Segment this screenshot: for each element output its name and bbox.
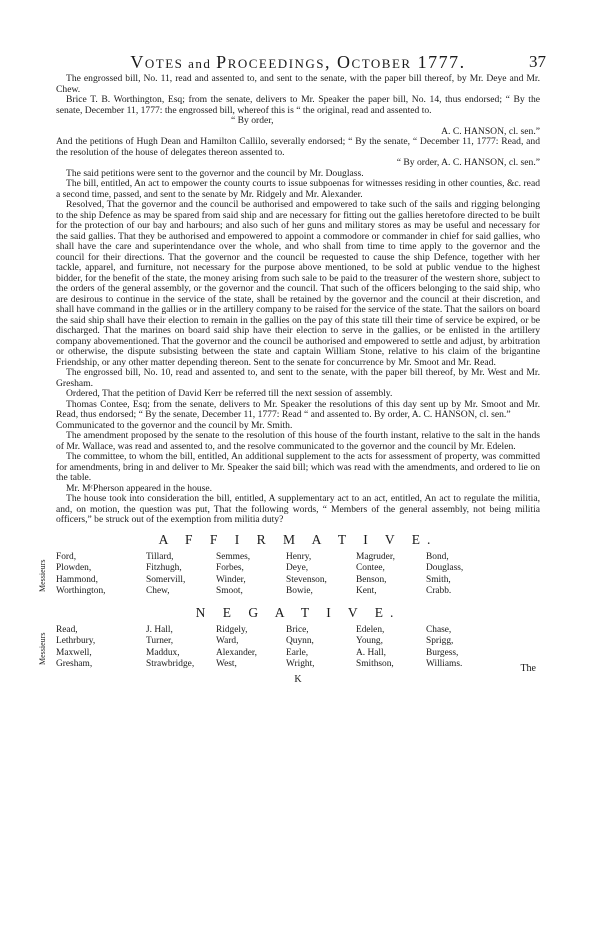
negative-heading: N E G A T I V E. bbox=[195, 604, 401, 620]
header-title-part: 1777. bbox=[411, 52, 466, 72]
document-page bbox=[38, 52, 546, 685]
side-label: Messieurs bbox=[38, 559, 47, 592]
paragraph: The said petitions were sent to the governor and the council by Mr. Douglass. bbox=[66, 167, 364, 179]
paragraph: The committee, to whom the bill, entitled, An additional supplement to the acts for assessment of property, was committed for amendments, bring in and deliver to Mr. Speaker the said bill; which was read with the amendments, and ordered to lie on the table. bbox=[56, 451, 540, 483]
voter-name: Contee, bbox=[356, 563, 385, 573]
voter-name: Sprigg, bbox=[426, 636, 454, 646]
voter-name: Alexander, bbox=[216, 647, 258, 658]
paragraph: A. C. HANSON, cl. sen.” bbox=[441, 125, 540, 137]
paragraph: The house took into consideration the bill, entitled, A supplementary act to an act, entitled, An act to regulate the militia, and, on motion, the question was put, That the following words, “ Members of the general assembly, not being militia officers,” be struck out of the exemption from militia duty? bbox=[56, 493, 540, 525]
voter-name: Fitzhugh, bbox=[146, 563, 182, 573]
affirmative-votes bbox=[38, 551, 540, 599]
header-title-part: P bbox=[216, 52, 228, 72]
voter-name: Ridgely, bbox=[216, 624, 248, 635]
header-title bbox=[56, 52, 540, 73]
paragraph: Ordered, That the petition of David Kerr be referred till the next session of assembly. bbox=[66, 388, 393, 399]
voter-name: Strawbridge, bbox=[146, 659, 195, 669]
paragraph: “ By order, bbox=[231, 115, 274, 126]
voter-name: Tillard, bbox=[146, 551, 174, 562]
voter-name: Lethrbury, bbox=[56, 636, 96, 646]
header-title-part: OTES bbox=[144, 56, 184, 71]
voter-name: Plowden, bbox=[56, 563, 92, 573]
voter-name: Bond, bbox=[426, 551, 449, 562]
negative-name-grid bbox=[56, 625, 540, 671]
voter-name: A. Hall, bbox=[356, 647, 386, 658]
paragraph: Thomas Contee, Esq; from the senate, delivers to Mr. Speaker the resolutions of this day sent up by Mr. Smoot and Mr. Read, thus endorsed; “ By the senate, December 11, 1777: Read “ and assented to. By order, A. C. HANSON, cl. sen.” bbox=[56, 398, 540, 420]
voter-name: Quynn, bbox=[286, 636, 314, 646]
voter-name: Chase, bbox=[426, 624, 452, 635]
header-title-part: and bbox=[183, 56, 217, 71]
paragraph: The engrossed bill, No. 11, read and assented to, and sent to the senate, with the paper bill thereof, by Mr. Deye and Mr. Chew. bbox=[56, 73, 540, 95]
paragraph: The bill, entitled, An act to empower the county courts to issue subpoenas for witnesses residing in other counties, &c. read a second time, passed, and sent to the senate by Mr. Ridgely and Mr. Alexander. bbox=[56, 178, 540, 200]
paragraph: Mr. MᶜPherson appeared in the house. bbox=[66, 482, 213, 494]
voter-name: Read, bbox=[56, 624, 78, 635]
voter-name: Burgess, bbox=[426, 647, 459, 658]
voter-name: Chew, bbox=[146, 586, 170, 596]
voter-name: Gresham, bbox=[56, 659, 93, 669]
catchword: The bbox=[520, 662, 536, 674]
voter-name: Brice, bbox=[286, 624, 309, 635]
voter-name: West, bbox=[216, 659, 237, 669]
affirmative-name-grid bbox=[56, 552, 540, 598]
header-title-part: V bbox=[130, 52, 145, 72]
voter-name: Forbes, bbox=[216, 563, 244, 573]
voter-name: Smoot, bbox=[216, 586, 243, 596]
voter-name: Somervill, bbox=[146, 574, 186, 585]
paragraph: The amendment proposed by the senate to the resolution of this house of the fourth instant, relative to the salt in the hands of Mr. Wallace, was read and assented to, and the resolve communicated to the governor and the council by Mr. Edelen. bbox=[56, 430, 540, 452]
header-title-part: , O bbox=[325, 52, 352, 72]
voter-name: Maddux, bbox=[146, 647, 180, 658]
body-text bbox=[56, 74, 540, 526]
voter-name: Wright, bbox=[286, 659, 315, 669]
voter-name: Young, bbox=[356, 636, 383, 646]
voter-name: Crabb. bbox=[426, 586, 452, 596]
voter-name: Winder, bbox=[216, 574, 246, 585]
paragraph: Brice T. B. Worthington, Esq; from the senate, delivers to Mr. Speaker the paper bill, No. 14, thus endorsed; “ By the senate, December 11, 1777: the engrossed bill, whereof this is “ the original, read and assented to. bbox=[56, 94, 540, 116]
voter-name: Benson, bbox=[356, 574, 387, 585]
voter-name: Smithson, bbox=[356, 659, 394, 669]
running-header bbox=[56, 52, 546, 74]
voter-name: Worthington, bbox=[56, 586, 106, 596]
paragraph: The engrossed bill, No. 10, read and assented to, and sent to the senate, with the paper bill thereof, by Mr. West and Mr. Gresham. bbox=[56, 367, 540, 389]
voter-name: Kent, bbox=[356, 586, 377, 596]
voter-name: Maxwell, bbox=[56, 647, 92, 658]
voter-name: Ward, bbox=[216, 636, 239, 646]
voter-name: Ford, bbox=[56, 551, 77, 562]
voter-name: Edelen, bbox=[356, 624, 385, 635]
paragraph: And the petitions of Hugh Dean and Hamilton Callilo, severally endorsed; “ By the senate, “ December 11, 1777: Read, and the resolution of the house of delegates thereon assented to. bbox=[56, 136, 540, 158]
voter-name: Hammond, bbox=[56, 574, 98, 585]
voter-name: Bowie, bbox=[286, 586, 313, 596]
voter-name: Douglass, bbox=[426, 563, 464, 573]
negative-votes bbox=[38, 624, 540, 674]
voter-name: Semmes, bbox=[216, 551, 251, 562]
voter-name: Smith, bbox=[426, 574, 451, 585]
voter-name: Magruder, bbox=[356, 551, 395, 562]
voter-name: Turner, bbox=[146, 636, 174, 646]
paragraph: Resolved, That the governor and the council be authorised and empowered to take such of the sails and rigging belonging to the ship Defence as may be spared from said ship and are necessary for fitting out the gallies heretofore directed to be built for the protection of our bay and harbours; and also such of her guns and military stores as may be useful and necessary for the said gallies. That they be authorised and empowered to appoint a commodore or commander in chief for said gallies, who shall have the care and superintendance over the whole, and who shall from time to time apply to the governor and the council for their directions. That the governor and the council be requested to cause the ship Defence, together with her tackle, apparel, and furniture, not necessary for the purpose above mentioned, to be sold at public vendue to the highest bidder, for the benefit of the state, the money arising from such sale to be paid to the treasurer of the western shore, subject to the orders of the general assembly, or the governor and the council. That such of the officers belonging to the said ship, who are desirous to continue in the service of the state, shall be retained by the governor and the council at their discretion, and shall have command in the gallies or in the artillery company to be raised for the service of the state. That the sailors on board the said ship shall have their election to remain in the gallies on the pay of this state till their time of service be expired, or be discharged. That the marines on board said ship have their election to serve in the gallies, or be enlisted in the artillery company abovementioned. That the governor and the council be authorised and empowered to settle and adjust, by arbitration or otherwise, the dispute subsisting between the state and captain William Stone, relative to his claim of the brigantine Friendship, or any other matter depending thereon. Sent to the senate for concurrence by Mr. Smoot and Mr. Read. bbox=[56, 199, 540, 368]
paragraph: Communicated to the governor and the council by Mr. Smith. bbox=[56, 419, 293, 431]
voter-name: Williams. bbox=[426, 659, 463, 669]
header-title-part: ROCEEDINGS bbox=[227, 56, 326, 71]
voter-name: J. Hall, bbox=[146, 624, 173, 635]
header-title-part: CTOBER bbox=[351, 56, 412, 71]
paragraph: “ By order, A. C. HANSON, cl. sen.” bbox=[396, 157, 540, 168]
side-label: Messieurs bbox=[38, 632, 47, 665]
voter-name: Deye, bbox=[286, 563, 309, 573]
voter-name: Earle, bbox=[286, 647, 309, 658]
voter-name: Henry, bbox=[286, 551, 312, 562]
voter-name: Stevenson, bbox=[286, 574, 327, 585]
page-number: 37 bbox=[529, 52, 546, 71]
affirmative-heading: A F F I R M A T I V E. bbox=[158, 531, 438, 547]
signature-mark: K bbox=[294, 673, 302, 685]
